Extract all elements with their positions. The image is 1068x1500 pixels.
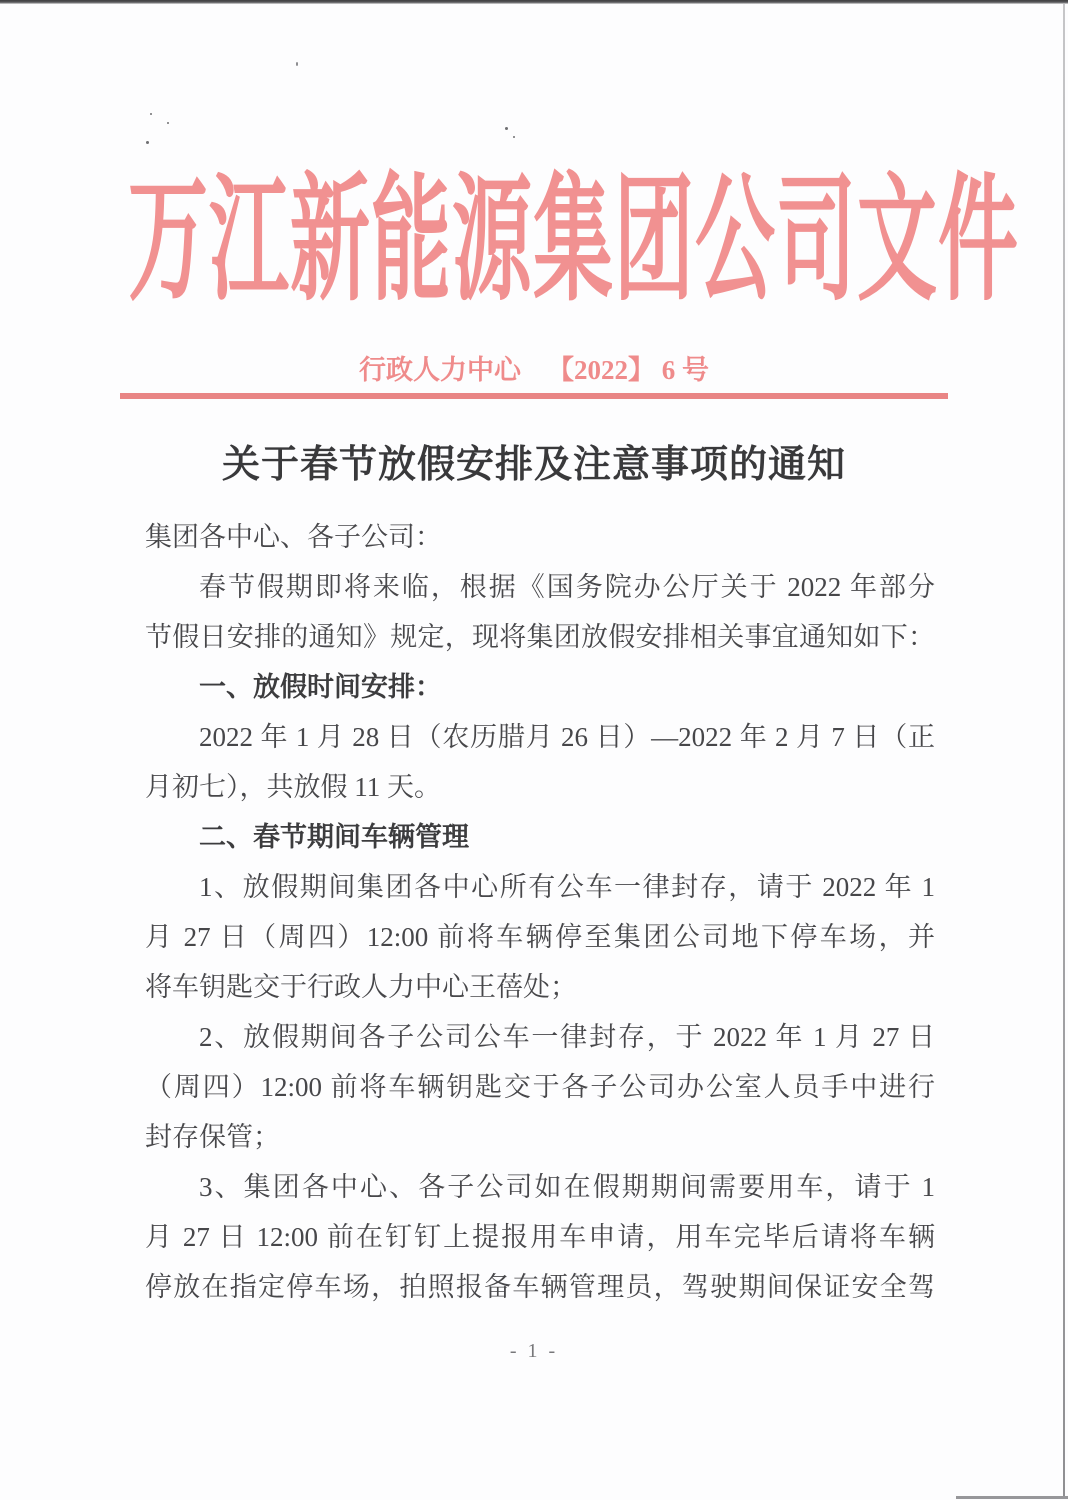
body-line: 节假日安排的通知》规定，现将集团放假安排相关事宜通知如下：	[145, 622, 935, 652]
scan-speck	[167, 122, 169, 124]
body-line: 3、集团各中心、各子公司如在假期期间需要用车，请于 1	[199, 1172, 935, 1202]
scan-speck	[296, 62, 298, 66]
body-line: 月 27 日 12:00 前在钉钉上提报用车申请，用车完毕后请将车辆	[145, 1222, 935, 1252]
scan-bottom-edge	[956, 1496, 1068, 1499]
scan-right-edge	[1063, 4, 1065, 1497]
red-divider-rule	[120, 393, 948, 399]
body-line-heading-2: 二、春节期间车辆管理	[199, 822, 469, 852]
body-line: 月 27 日（周四）12:00 前将车辆停至集团公司地下停车场，并	[145, 922, 935, 952]
body-line: 停放在指定停车场，拍照报备车辆管理员，驾驶期间保证安全驾	[145, 1272, 935, 1302]
body-line: 2、放假期间各子公司公车一律封存，于 2022 年 1 月 27 日	[199, 1022, 935, 1052]
letterhead-org-title: 万江新能源集团公司文件	[128, 166, 1019, 319]
scan-speck	[146, 141, 149, 144]
body-line: （周四）12:00 前将车辆钥匙交于各子公司办公室人员手中进行	[145, 1072, 935, 1102]
scan-speck	[150, 113, 152, 115]
doc-meta-line	[0, 348, 1068, 387]
body-line: 将车钥匙交于行政人力中心王蓓处；	[145, 972, 577, 1002]
body-line: 月初七），共放假 11 天。	[145, 772, 441, 802]
body-line: 春节假期即将来临，根据《国务院办公厅关于 2022 年部分	[199, 572, 935, 602]
notice-body	[145, 512, 935, 1312]
body-line: 1、放假期间集团各中心所有公车一律封存，请于 2022 年 1	[199, 872, 935, 902]
page-number: - 1 -	[509, 1340, 559, 1362]
scan-top-edge	[0, 0, 1068, 4]
body-line-salutation: 集团各中心、各子公司：	[145, 522, 442, 552]
issuing-dept: 行政人力中心	[359, 355, 521, 385]
scan-speck	[513, 136, 515, 138]
scan-speck	[505, 127, 508, 130]
notice-title: 关于春节放假安排及注意事项的通知	[221, 444, 846, 486]
body-line-heading-1: 一、放假时间安排：	[199, 672, 442, 702]
body-line: 封存保管；	[145, 1122, 280, 1152]
doc-number: 【2022】 6 号	[547, 355, 709, 385]
body-line: 2022 年 1 月 28 日（农历腊月 26 日）—2022 年 2 月 7 日（正	[199, 722, 935, 752]
